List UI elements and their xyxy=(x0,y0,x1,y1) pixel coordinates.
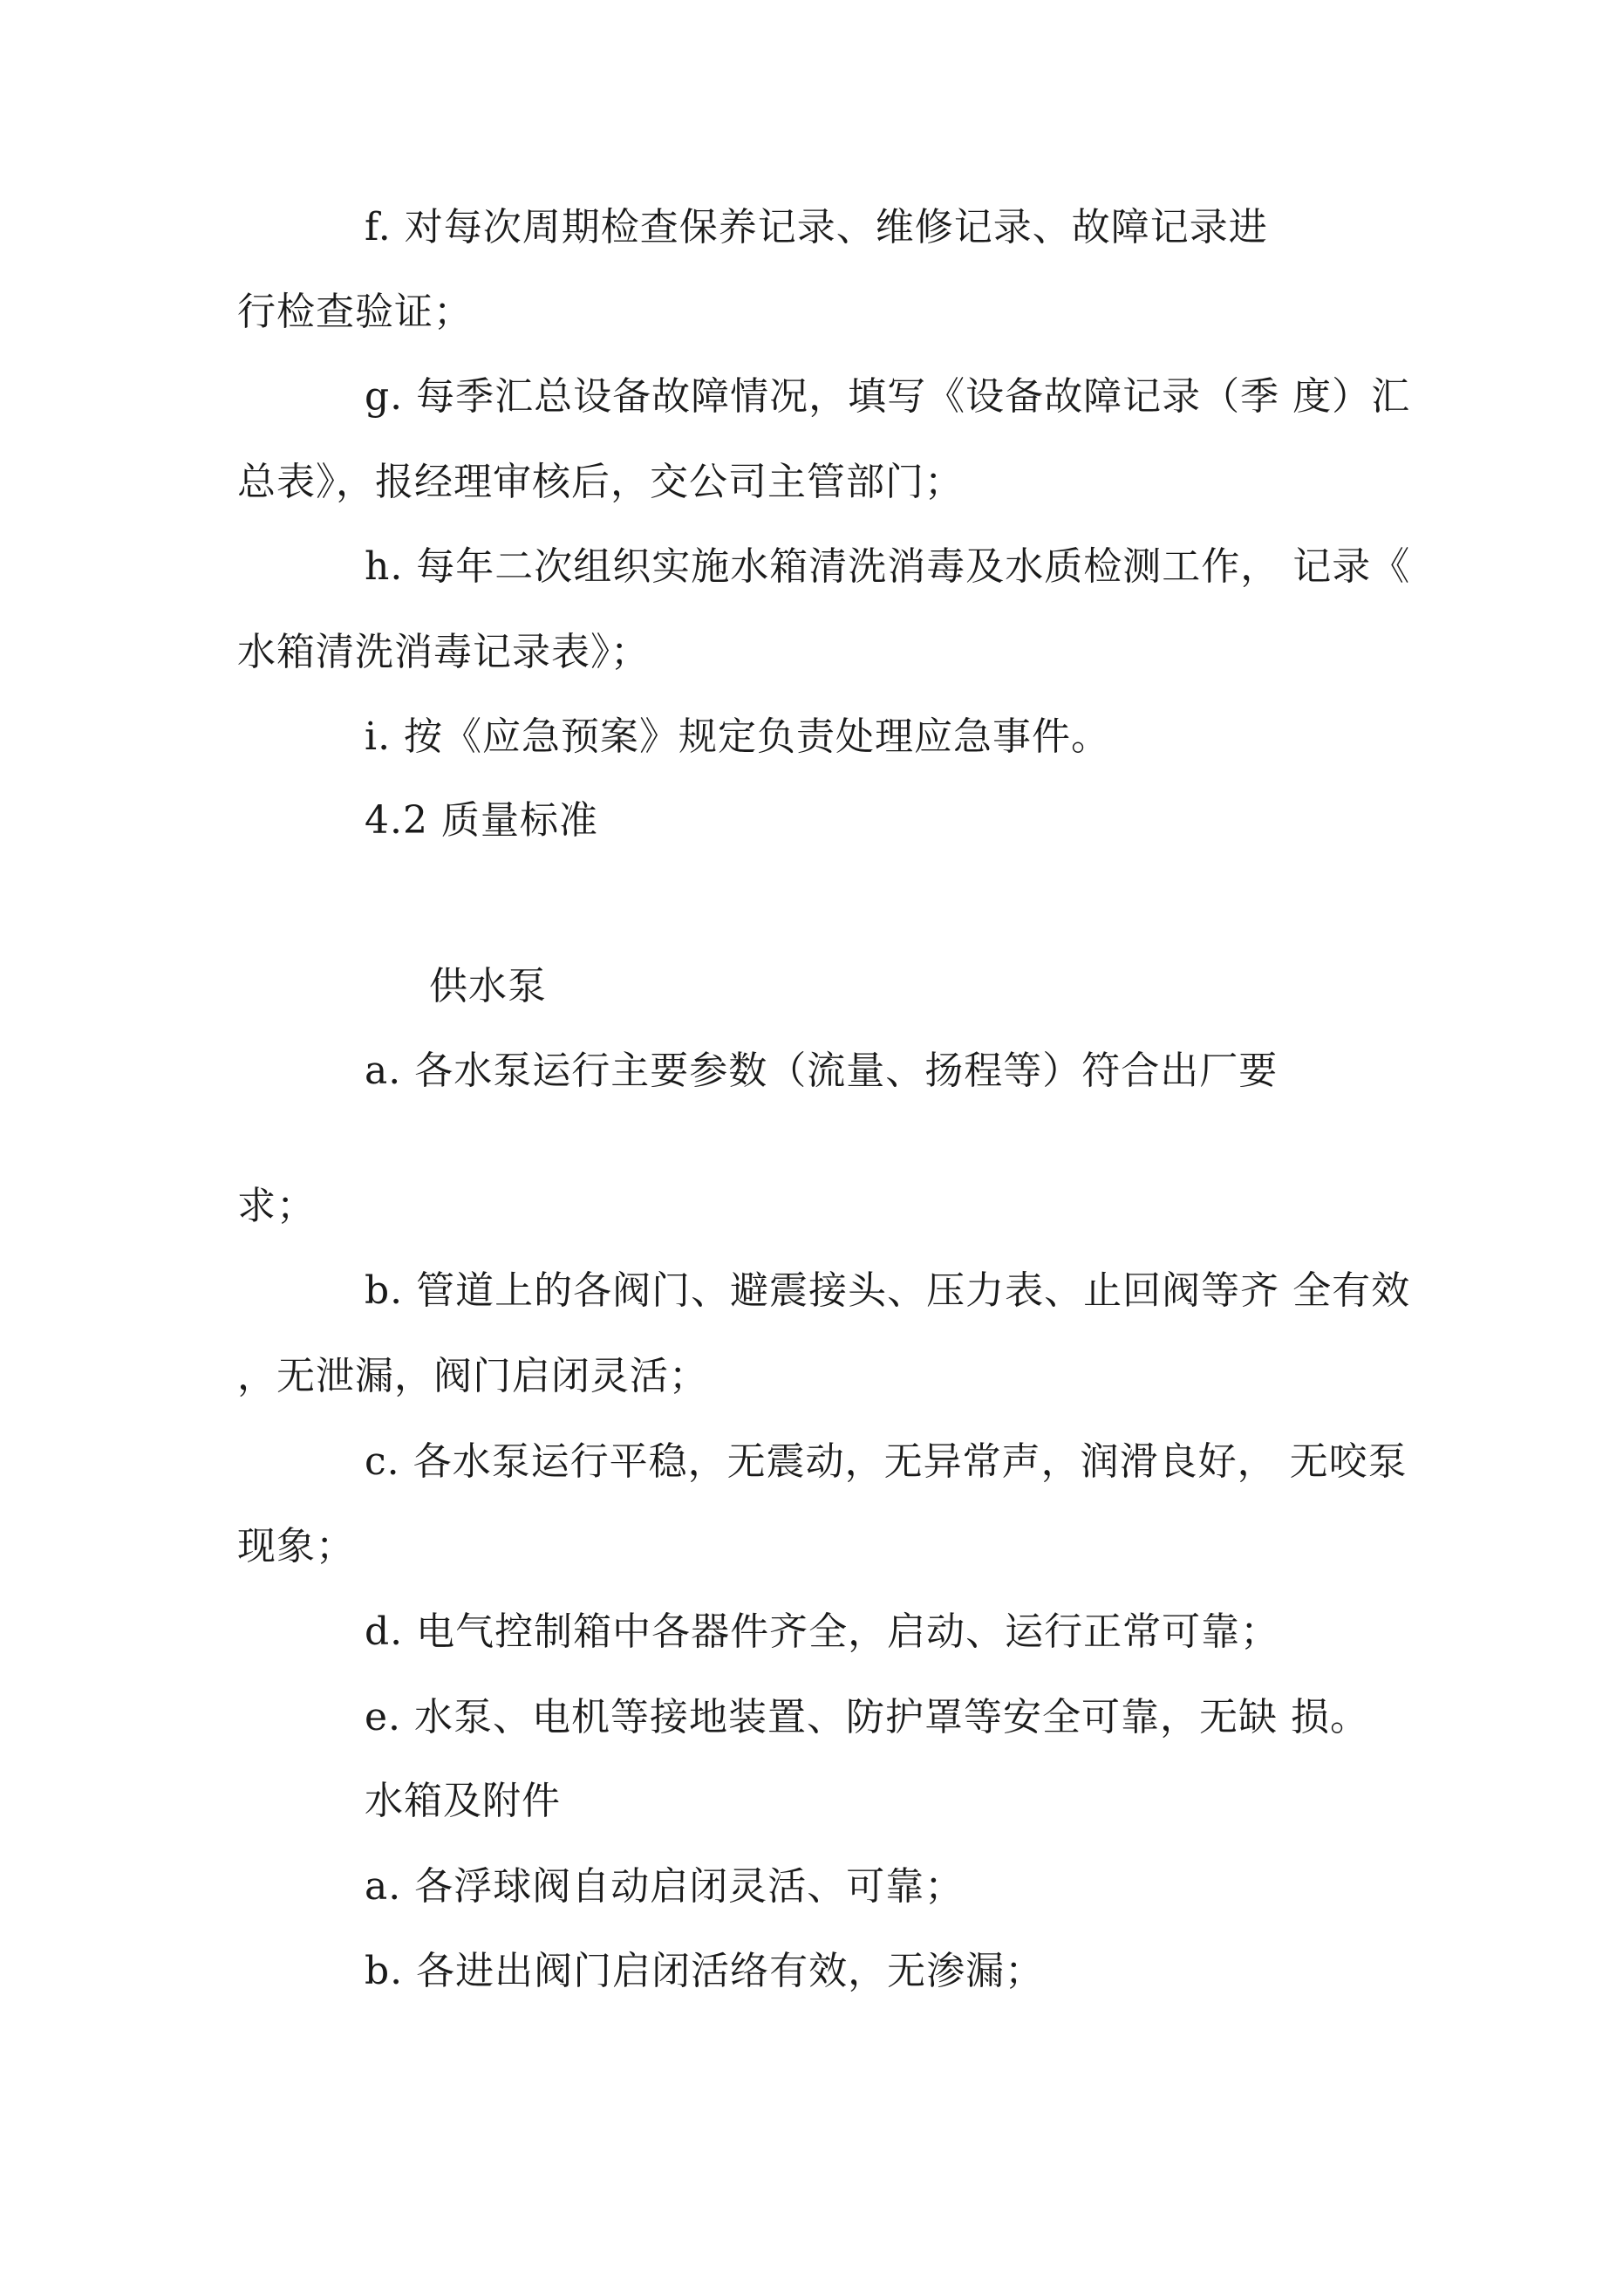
text-line: b. 各进出阀门启闭活络有效，无渗漏； xyxy=(365,1949,1045,1993)
text-line: ，无泄漏，阀门启闭灵活； xyxy=(237,1354,708,1398)
text-line: 行检查验证； xyxy=(237,290,473,334)
text-line: g. 每季汇总设备故障情况，填写《设备故障记录（季 度）汇 xyxy=(365,374,1411,419)
text-line: e. 水泵、电机等接地装置、防护罩等安全可靠，无缺 损。 xyxy=(365,1695,1369,1739)
text-line: d. 电气控制箱中各器件齐全，启动、运行正常可靠； xyxy=(365,1609,1280,1654)
text-line: f. 对每次周期检查保养记录、维修记录、故障记录进 xyxy=(365,205,1268,249)
text-line: h. 每年二次组织实施水箱清洗消毒及水质检测工作， 记录《 xyxy=(365,544,1411,589)
text-line: 水箱清洗消毒记录表》； xyxy=(237,630,650,674)
text-line: 现象； xyxy=(237,1524,355,1568)
subsection-heading: 供水泵 xyxy=(429,964,547,1008)
section-heading: 4.2 质量标准 xyxy=(365,798,598,843)
subsection-heading: 水箱及附件 xyxy=(365,1779,561,1823)
text-line: a. 各水泵运行主要参数（流量、扬程等）符合出厂要 xyxy=(365,1049,1279,1093)
text-line: b. 管道上的各阀门、避震接头、压力表、止回阀等齐 全有效 xyxy=(365,1268,1411,1313)
text-line: 总表》，报经理审核后，交公司主管部门； xyxy=(237,460,964,504)
text-line: 求； xyxy=(237,1184,316,1228)
text-line: c. 各水泵运行平稳，无震动，无异常声，润滑良好， 无咬泵 xyxy=(365,1439,1408,1484)
text-line: i. 按《应急预案》规定负责处理应急事件。 xyxy=(365,714,1111,759)
text-line: a. 各浮球阀自动启闭灵活、可靠； xyxy=(365,1864,965,1909)
